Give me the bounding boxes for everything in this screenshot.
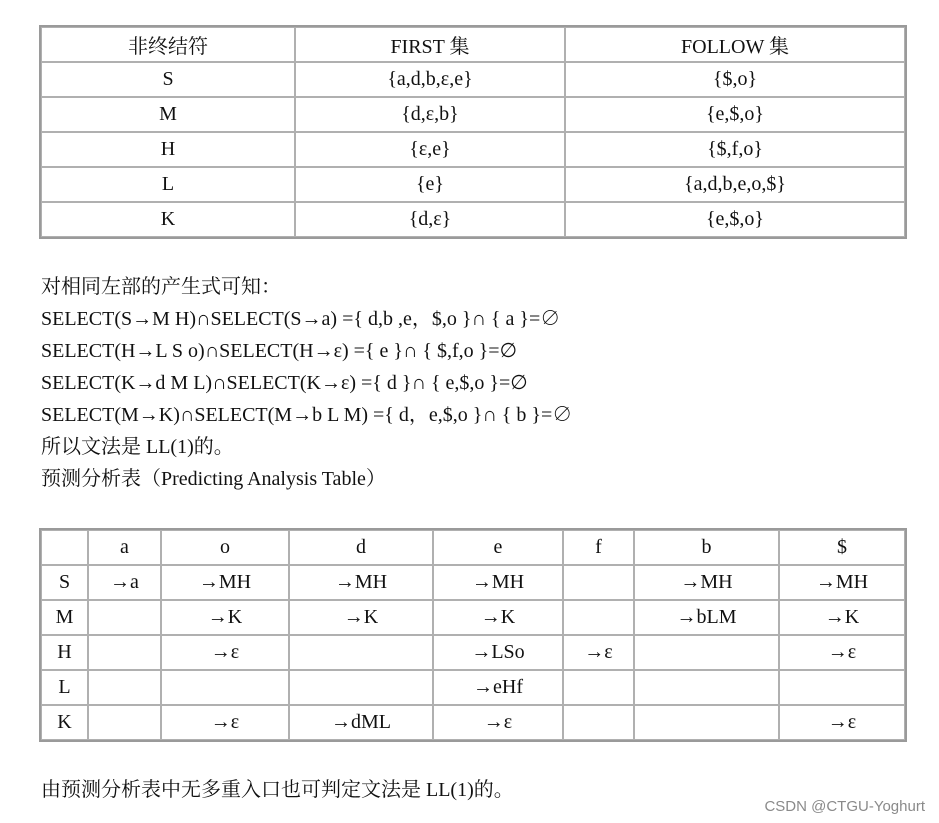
header-corner — [41, 530, 88, 565]
select-line-k: SELECT(K→d M L)∩SELECT(K→ε) ={ d }∩ { e,$,o }=∅ — [41, 372, 528, 394]
production-cell — [634, 635, 779, 670]
first-set-cell: {a,d,b,ε,e} — [295, 62, 565, 97]
header-terminal: $ — [779, 530, 905, 565]
production-cell — [634, 670, 779, 705]
production-cell — [563, 670, 634, 705]
select-analysis-text — [41, 271, 572, 495]
production-cell: →K — [289, 600, 433, 635]
first-set-cell: {d,ε,b} — [295, 97, 565, 132]
production-cell — [289, 670, 433, 705]
table-header-row — [41, 530, 905, 565]
nonterminal-cell: L — [41, 167, 295, 202]
production-cell — [779, 670, 905, 705]
production-cell: →ε — [779, 635, 905, 670]
nonterminal-cell: K — [41, 202, 295, 237]
select-line-s: SELECT(S→M H)∩SELECT(S→a) ={ d,b ,e，$,o }∩ { a }=∅ — [41, 308, 561, 330]
follow-set-cell: {a,d,b,e,o,$} — [565, 167, 905, 202]
production-cell: →MH — [779, 565, 905, 600]
follow-set-cell: {e,$,o} — [565, 202, 905, 237]
production-cell — [161, 670, 289, 705]
table-row — [41, 132, 905, 167]
production-cell: →ε — [161, 705, 289, 740]
header-follow-set: FOLLOW 集 — [565, 27, 905, 62]
production-cell: →MH — [161, 565, 289, 600]
first-set-cell: {d,ε} — [295, 202, 565, 237]
header-terminal: b — [634, 530, 779, 565]
nonterminal-cell: S — [41, 62, 295, 97]
first-set-cell: {e} — [295, 167, 565, 202]
nonterminal-cell: L — [41, 670, 88, 705]
prediction-analysis-table — [39, 528, 907, 742]
production-cell: →dML — [289, 705, 433, 740]
table-row — [41, 565, 905, 600]
nonterminal-cell: K — [41, 705, 88, 740]
production-cell — [88, 600, 161, 635]
production-cell — [563, 705, 634, 740]
production-cell: →bLM — [634, 600, 779, 635]
production-cell: →MH — [634, 565, 779, 600]
table-row — [41, 202, 905, 237]
first-follow-table — [39, 25, 907, 239]
header-terminal: e — [433, 530, 563, 565]
footer-conclusion-text: 由预测分析表中无多重入口也可判定文法是 LL(1)的。 — [41, 779, 514, 801]
header-terminal: a — [88, 530, 161, 565]
nonterminal-cell: M — [41, 97, 295, 132]
production-cell: →MH — [433, 565, 563, 600]
production-cell: →eHf — [433, 670, 563, 705]
table-row — [41, 670, 905, 705]
header-first-set: FIRST 集 — [295, 27, 565, 62]
header-nonterminal: 非终结符 — [41, 27, 295, 62]
select-line-h: SELECT(H→L S o)∩SELECT(H→ε) ={ e }∩ { $,f,o }=∅ — [41, 340, 517, 362]
table-row — [41, 635, 905, 670]
production-cell: →MH — [289, 565, 433, 600]
intro-line: 对相同左部的产生式可知： — [41, 276, 281, 298]
production-cell: →ε — [161, 635, 289, 670]
first-set-cell: {ε,e} — [295, 132, 565, 167]
table-row — [41, 62, 905, 97]
follow-set-cell: {$,f,o} — [565, 132, 905, 167]
csdn-watermark: CSDN @CTGU-Yoghurt — [764, 798, 925, 815]
production-cell — [88, 670, 161, 705]
follow-set-cell: {$,o} — [565, 62, 905, 97]
table-row — [41, 97, 905, 132]
nonterminal-cell: H — [41, 635, 88, 670]
production-cell: →ε — [563, 635, 634, 670]
header-terminal: o — [161, 530, 289, 565]
header-terminal: d — [289, 530, 433, 565]
header-terminal: f — [563, 530, 634, 565]
production-cell: →LSo — [433, 635, 563, 670]
production-cell — [88, 635, 161, 670]
production-cell — [563, 600, 634, 635]
production-cell — [88, 705, 161, 740]
conclusion-line: 所以文法是 LL(1)的。 — [41, 436, 234, 458]
production-cell: →K — [161, 600, 289, 635]
prediction-table-caption: 预测分析表（Predicting Analysis Table） — [41, 468, 386, 490]
production-cell: →ε — [779, 705, 905, 740]
production-cell — [634, 705, 779, 740]
production-cell: →K — [779, 600, 905, 635]
production-cell: →ε — [433, 705, 563, 740]
production-cell: →K — [433, 600, 563, 635]
table-header-row — [41, 27, 905, 62]
nonterminal-cell: M — [41, 600, 88, 635]
nonterminal-cell: H — [41, 132, 295, 167]
select-line-m: SELECT(M→K)∩SELECT(M→b L M) ={ d，e,$,o }∩ { b }=∅ — [41, 404, 573, 426]
follow-set-cell: {e,$,o} — [565, 97, 905, 132]
table-row — [41, 167, 905, 202]
table-row — [41, 705, 905, 740]
production-cell — [289, 635, 433, 670]
table-row — [41, 600, 905, 635]
nonterminal-cell: S — [41, 565, 88, 600]
production-cell: →a — [88, 565, 161, 600]
production-cell — [563, 565, 634, 600]
